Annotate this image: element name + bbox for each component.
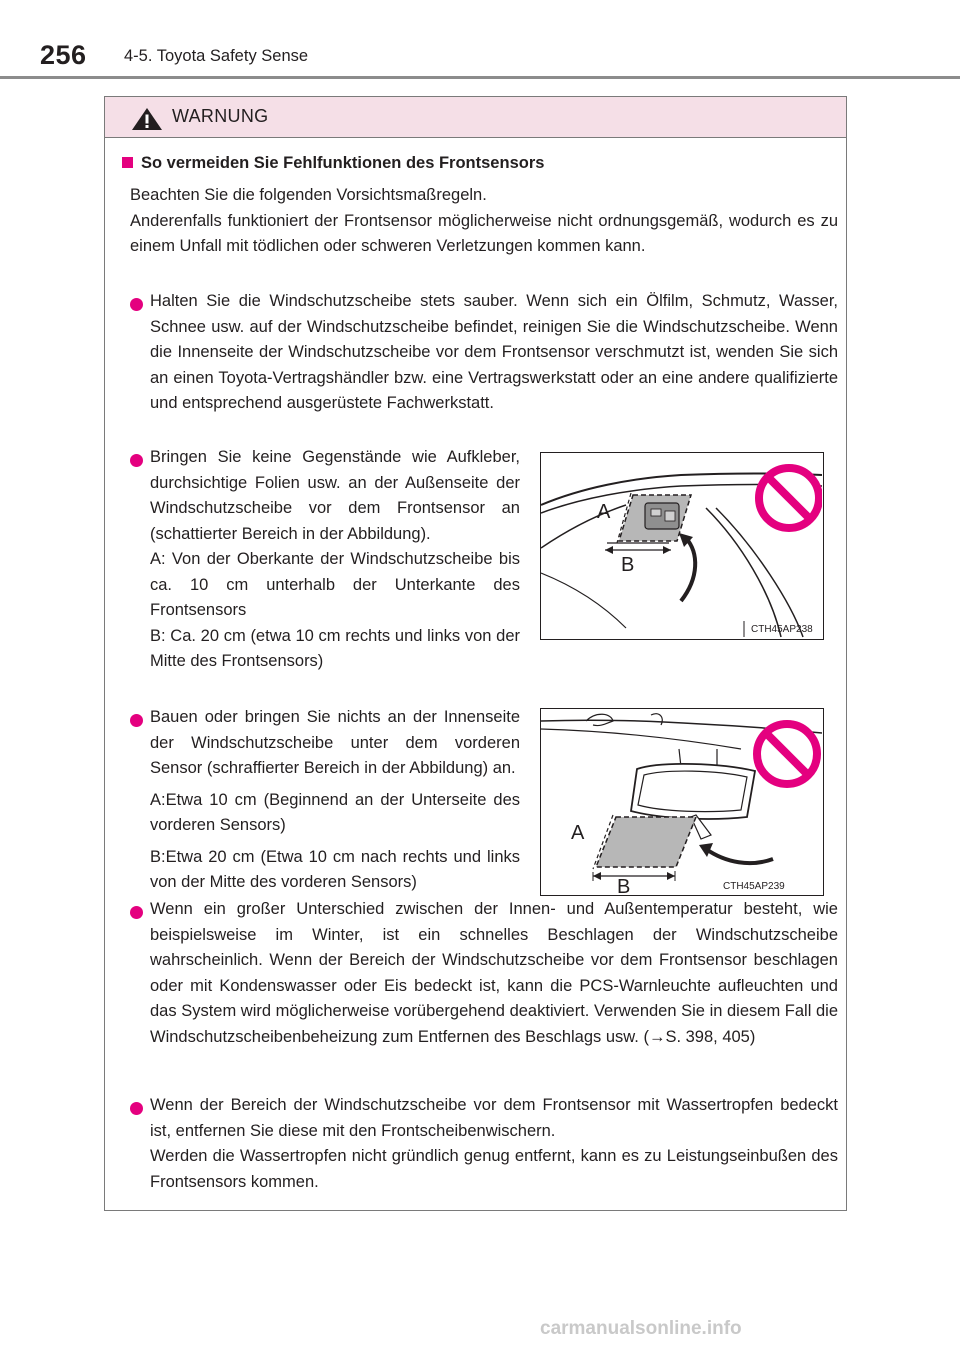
bullet-dot-icon bbox=[130, 454, 143, 467]
warning-title: WARNUNG bbox=[172, 106, 269, 126]
intro-line: Beachten Sie die folgenden Vorsichtsmaßregeln. bbox=[130, 186, 487, 204]
windshield-interior-illustration bbox=[541, 709, 822, 894]
bullet-text: Wenn ein großer Unterschied zwischen der Innen- und Außentemperatur besteht, wie beispielsweise im Winter, ist ein schnelles Beschlagen der Windschutzscheibe wahrscheinlich. Wenn der Bereich der Windschutzscheibe vor dem Frontsensor beschlagen oder mit Kondenswasser oder Eis bedeckt ist, kann die PCS-Warnleuchte aufleuchten und das System wird möglicherweise vorübergehend deaktiviert. Verwenden Sie in diesem Fall die Windschutzscheibenbeheizung zum Entfernen des Beschlags usw. (→S. 398, 405) bbox=[150, 900, 838, 1046]
bullet-text: Wenn der Bereich der Windschutzscheibe vor dem Frontsensor mit Wassertropfen bedeckt ist, entfernen Sie diese mit den Frontscheibenwischern. bbox=[150, 1096, 838, 1140]
figure-code: CTH45AP239 bbox=[723, 881, 785, 892]
figure-label-a: A bbox=[597, 501, 611, 523]
header-rule bbox=[0, 76, 960, 79]
square-bullet-icon bbox=[122, 157, 133, 168]
bullet-text: Werden die Wassertropfen nicht gründlich genug entfernt, kann es zu Leistungseinbußen des Frontsensors kommen. bbox=[150, 1147, 838, 1191]
dimension-a-text: A:Etwa 10 cm (Beginnend an der Unterseite des vorderen Sensors) bbox=[150, 790, 520, 834]
warning-heading bbox=[122, 154, 544, 173]
intro-line: Anderenfalls funktioniert der Frontsensor möglicherweise nicht ordnungsgemäß, wodurch es zu einem Unfall mit tödlichen oder schweren Verletzungen kommen kann. bbox=[130, 211, 838, 255]
bullet-text: Bringen Sie keine Gegenstände wie Aufkleber, durchsichtige Folien usw. an der Außenseite der Windschutzscheibe vor dem Frontsensor an (schattierter Bereich in der Abbildung). bbox=[150, 448, 520, 543]
warning-triangle-icon bbox=[131, 107, 163, 131]
bullet-clean-windshield bbox=[150, 289, 838, 417]
figure-label-a: A bbox=[571, 822, 585, 844]
bullet-dot-icon bbox=[130, 298, 143, 311]
watermark: carmanualsonline.info bbox=[540, 1318, 742, 1339]
warning-header bbox=[105, 97, 846, 138]
figure-label-b: B bbox=[617, 876, 631, 894]
page-number: 256 bbox=[40, 40, 87, 70]
bullet-text: Halten Sie die Windschutzscheibe stets sauber. Wenn sich ein Ölfilm, Schmutz, Wasser, Schnee usw. auf der Windschutzscheibe befindet, reinigen Sie die Windschutzscheibe. Wenn die Innenseite der Windschutzscheibe vor dem Frontsensor verschmutzt ist, wenden Sie sich an einen Toyota-Vertragshändler bzw. eine Vertragswerkstatt oder an eine andere qualifizierte und entsprechend ausgerüstete Fachwerkstatt. bbox=[150, 292, 838, 412]
figure-exterior-windshield bbox=[540, 452, 824, 640]
bullet-temperature-fog bbox=[150, 897, 838, 1050]
figure-interior-windshield bbox=[540, 708, 824, 896]
windshield-exterior-illustration bbox=[541, 453, 822, 638]
bullet-dot-icon bbox=[130, 714, 143, 727]
bullet-water-drops bbox=[150, 1093, 838, 1195]
warning-heading-text: So vermeiden Sie Fehlfunktionen des Frontsensors bbox=[141, 154, 545, 172]
dimension-b-text: B: Ca. 20 cm (etwa 10 cm rechts und links von der Mitte des Frontsensors) bbox=[150, 626, 520, 670]
figure-code: CTH45AP238 bbox=[751, 624, 813, 635]
dimension-a-text: A: Von der Oberkante der Windschutzscheibe bis ca. 10 cm unterhalb der Unterkante des Frontsensors bbox=[150, 550, 520, 619]
dimension-b-text: B:Etwa 20 cm (Etwa 10 cm nach rechts und links von der Mitte des vorderen Sensors) bbox=[150, 847, 520, 891]
bullet-no-stickers bbox=[150, 445, 520, 675]
figure-label-b: B bbox=[621, 554, 635, 576]
section-title: 4-5. Toyota Safety Sense bbox=[124, 47, 309, 65]
bullet-dot-icon bbox=[130, 906, 143, 919]
bullet-dot-icon bbox=[130, 1102, 143, 1115]
bullet-no-interior-items bbox=[150, 705, 520, 896]
intro-text bbox=[130, 183, 838, 260]
bullet-text: Bauen oder bringen Sie nichts an der Innenseite der Windschutzscheibe unter dem vorderen Sensor (schraffierter Bereich in der Abbildung) an. bbox=[150, 708, 520, 777]
